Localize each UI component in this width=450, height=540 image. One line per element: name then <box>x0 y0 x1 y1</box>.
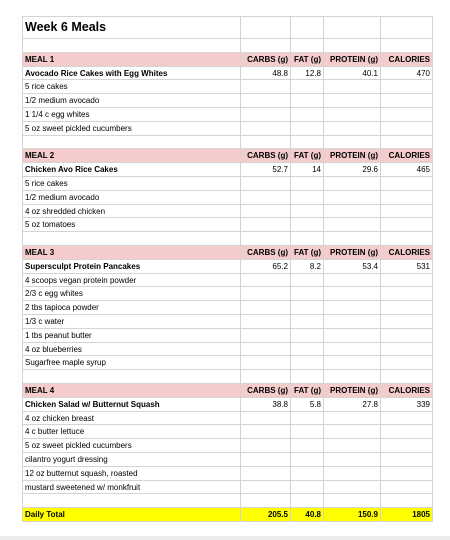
ingredient-name[interactable]: 1/3 c water <box>23 315 241 329</box>
ingredient-name[interactable]: 1/2 medium avocado <box>23 191 241 205</box>
meal-header-row <box>23 246 433 260</box>
ingredient-name[interactable]: 5 rice cakes <box>23 80 241 94</box>
empty-cell[interactable] <box>324 467 381 481</box>
empty-cell[interactable] <box>241 287 291 301</box>
empty-cell[interactable] <box>291 439 324 453</box>
empty-cell[interactable] <box>324 191 381 205</box>
ingredient-row <box>23 287 433 301</box>
empty-cell[interactable] <box>324 301 381 315</box>
empty-cell[interactable] <box>381 329 433 343</box>
empty-cell[interactable] <box>381 453 433 467</box>
meal-header-label[interactable]: MEAL 4 <box>23 384 241 398</box>
ingredient-row <box>23 122 433 136</box>
meal-header-row <box>23 384 433 398</box>
ingredient-name[interactable]: 5 oz tomatoes <box>23 218 241 232</box>
daily-total-label[interactable]: Daily Total <box>23 508 241 522</box>
empty-cell[interactable] <box>241 274 291 288</box>
empty-cell[interactable] <box>324 453 381 467</box>
empty-cell[interactable] <box>324 370 381 384</box>
empty-cell[interactable] <box>381 191 433 205</box>
meal-name[interactable]: Avocado Rice Cakes with Egg Whites <box>23 67 241 81</box>
empty-cell[interactable] <box>324 232 381 246</box>
sheet-title[interactable]: Week 6 Meals <box>23 17 241 39</box>
title-row <box>23 17 433 39</box>
calories-value[interactable]: 465 <box>381 163 433 177</box>
empty-cell[interactable] <box>241 453 291 467</box>
fat-value[interactable]: 12.8 <box>291 67 324 81</box>
ingredient-row <box>23 439 433 453</box>
empty-cell[interactable] <box>291 177 324 191</box>
empty-cell[interactable] <box>381 108 433 122</box>
carbs-value[interactable]: 52.7 <box>241 163 291 177</box>
empty-cell[interactable] <box>291 287 324 301</box>
column-header[interactable]: FAT (g) <box>291 246 324 260</box>
empty-cell[interactable] <box>291 80 324 94</box>
blank-row <box>23 39 433 53</box>
column-header[interactable]: CALORIES <box>381 246 433 260</box>
empty-cell[interactable] <box>291 343 324 357</box>
column-header[interactable]: FAT (g) <box>291 149 324 163</box>
carbs-value[interactable]: 48.8 <box>241 67 291 81</box>
meal-header-label[interactable]: MEAL 2 <box>23 149 241 163</box>
empty-cell[interactable] <box>241 329 291 343</box>
empty-cell[interactable] <box>241 218 291 232</box>
daily-total-row <box>23 508 433 522</box>
empty-cell[interactable] <box>241 425 291 439</box>
ingredient-name[interactable]: 5 oz sweet pickled cucumbers <box>23 439 241 453</box>
ingredient-name[interactable]: 4 c butter lettuce <box>23 425 241 439</box>
empty-cell[interactable] <box>381 274 433 288</box>
empty-cell[interactable] <box>381 39 433 53</box>
meal-header-label[interactable]: MEAL 3 <box>23 246 241 260</box>
empty-cell[interactable] <box>324 218 381 232</box>
empty-cell[interactable] <box>324 425 381 439</box>
ingredient-row <box>23 205 433 219</box>
blank-row <box>23 494 433 508</box>
meal-name-row <box>23 398 433 412</box>
column-header[interactable]: CALORIES <box>381 384 433 398</box>
empty-cell[interactable] <box>291 39 324 53</box>
empty-cell[interactable] <box>291 425 324 439</box>
empty-cell[interactable] <box>291 191 324 205</box>
empty-cell[interactable] <box>324 177 381 191</box>
meal-name[interactable]: Chicken Avo Rice Cakes <box>23 163 241 177</box>
empty-cell[interactable] <box>291 329 324 343</box>
empty-cell[interactable] <box>324 287 381 301</box>
bottom-scroll-area <box>0 536 450 540</box>
empty-cell[interactable] <box>241 481 291 495</box>
ingredient-row <box>23 481 433 495</box>
empty-cell[interactable] <box>381 412 433 426</box>
calories-value[interactable]: 470 <box>381 67 433 81</box>
empty-cell[interactable] <box>241 191 291 205</box>
empty-cell[interactable] <box>324 80 381 94</box>
ingredient-row <box>23 315 433 329</box>
carbs-value[interactable]: 38.8 <box>241 398 291 412</box>
meal-header-label[interactable]: MEAL 1 <box>23 53 241 67</box>
empty-cell[interactable] <box>291 301 324 315</box>
ingredient-name[interactable]: 12 oz butternut squash, roasted <box>23 467 241 481</box>
empty-cell[interactable] <box>291 315 324 329</box>
column-header[interactable]: PROTEIN (g) <box>324 53 381 67</box>
empty-cell[interactable] <box>381 356 433 370</box>
empty-cell[interactable] <box>324 412 381 426</box>
empty-cell[interactable] <box>291 108 324 122</box>
ingredient-row <box>23 94 433 108</box>
empty-cell[interactable] <box>381 301 433 315</box>
ingredient-row <box>23 453 433 467</box>
empty-cell[interactable] <box>381 494 433 508</box>
empty-cell[interactable] <box>291 94 324 108</box>
meal-header-row <box>23 53 433 67</box>
fat-value[interactable]: 14 <box>291 163 324 177</box>
ingredient-row <box>23 177 433 191</box>
empty-cell[interactable] <box>381 177 433 191</box>
column-header[interactable]: FAT (g) <box>291 53 324 67</box>
empty-cell[interactable] <box>381 218 433 232</box>
empty-cell[interactable] <box>291 17 324 39</box>
empty-cell[interactable] <box>241 205 291 219</box>
empty-cell[interactable] <box>291 412 324 426</box>
empty-cell[interactable] <box>324 39 381 53</box>
column-header[interactable]: PROTEIN (g) <box>324 149 381 163</box>
empty-cell[interactable] <box>324 315 381 329</box>
empty-cell[interactable] <box>324 136 381 150</box>
empty-cell[interactable] <box>324 122 381 136</box>
blank-row <box>23 232 433 246</box>
ingredient-row <box>23 191 433 205</box>
empty-cell[interactable] <box>381 439 433 453</box>
empty-cell[interactable] <box>291 494 324 508</box>
empty-cell[interactable] <box>291 232 324 246</box>
empty-cell[interactable] <box>381 80 433 94</box>
empty-cell[interactable] <box>324 439 381 453</box>
empty-cell[interactable] <box>241 370 291 384</box>
ingredient-row <box>23 425 433 439</box>
empty-cell[interactable] <box>381 425 433 439</box>
empty-cell[interactable] <box>381 370 433 384</box>
total-protein[interactable]: 150.9 <box>324 508 381 522</box>
empty-cell[interactable] <box>241 343 291 357</box>
ingredient-row <box>23 274 433 288</box>
column-header[interactable]: CARBS (g) <box>241 53 291 67</box>
empty-cell[interactable] <box>241 439 291 453</box>
empty-cell[interactable] <box>241 80 291 94</box>
empty-cell[interactable] <box>324 356 381 370</box>
ingredient-row <box>23 108 433 122</box>
empty-cell[interactable] <box>291 370 324 384</box>
empty-cell[interactable] <box>291 356 324 370</box>
empty-cell[interactable] <box>241 467 291 481</box>
empty-cell[interactable] <box>381 136 433 150</box>
empty-cell[interactable] <box>381 467 433 481</box>
ingredient-name[interactable]: 2 tbs tapioca powder <box>23 301 241 315</box>
column-header[interactable]: PROTEIN (g) <box>324 384 381 398</box>
ingredient-name[interactable]: Sugarfree maple syrup <box>23 356 241 370</box>
empty-cell[interactable] <box>23 370 241 384</box>
meal-name[interactable]: Chicken Salad w/ Butternut Squash <box>23 398 241 412</box>
empty-cell[interactable] <box>324 343 381 357</box>
ingredient-name[interactable]: 4 oz blueberries <box>23 343 241 357</box>
empty-cell[interactable] <box>241 494 291 508</box>
empty-cell[interactable] <box>381 232 433 246</box>
ingredient-name[interactable]: 1/2 medium avocado <box>23 94 241 108</box>
ingredient-name[interactable]: 1 1/4 c egg whites <box>23 108 241 122</box>
empty-cell[interactable] <box>381 122 433 136</box>
empty-cell[interactable] <box>324 108 381 122</box>
ingredient-name[interactable]: 4 oz shredded chicken <box>23 205 241 219</box>
column-header[interactable]: PROTEIN (g) <box>324 246 381 260</box>
ingredient-name[interactable]: 1 tbs peanut butter <box>23 329 241 343</box>
empty-cell[interactable] <box>23 136 241 150</box>
ingredient-row <box>23 329 433 343</box>
empty-cell[interactable] <box>241 94 291 108</box>
protein-value[interactable]: 27.8 <box>324 398 381 412</box>
ingredient-row <box>23 356 433 370</box>
empty-cell[interactable] <box>241 136 291 150</box>
empty-cell[interactable] <box>381 17 433 39</box>
empty-cell[interactable] <box>324 481 381 495</box>
empty-cell[interactable] <box>381 94 433 108</box>
total-calories[interactable]: 1805 <box>381 508 433 522</box>
empty-cell[interactable] <box>324 494 381 508</box>
empty-cell[interactable] <box>291 205 324 219</box>
ingredient-name[interactable]: cilantro yogurt dressing <box>23 453 241 467</box>
empty-cell[interactable] <box>241 39 291 53</box>
ingredient-row <box>23 467 433 481</box>
empty-cell[interactable] <box>324 329 381 343</box>
meal-header-row <box>23 149 433 163</box>
meal-spreadsheet <box>22 16 433 522</box>
ingredient-name[interactable]: 4 scoops vegan protein powder <box>23 274 241 288</box>
ingredient-row <box>23 218 433 232</box>
ingredient-row <box>23 343 433 357</box>
empty-cell[interactable] <box>291 467 324 481</box>
empty-cell[interactable] <box>23 39 241 53</box>
carbs-value[interactable]: 65.2 <box>241 260 291 274</box>
empty-cell[interactable] <box>23 232 241 246</box>
column-header[interactable]: CARBS (g) <box>241 384 291 398</box>
empty-cell[interactable] <box>241 301 291 315</box>
total-fat[interactable]: 40.8 <box>291 508 324 522</box>
empty-cell[interactable] <box>291 453 324 467</box>
empty-cell[interactable] <box>381 343 433 357</box>
meal-name-row <box>23 260 433 274</box>
blank-row <box>23 370 433 384</box>
protein-value[interactable]: 40.1 <box>324 67 381 81</box>
empty-cell[interactable] <box>324 94 381 108</box>
meal-name-row <box>23 67 433 81</box>
empty-cell[interactable] <box>241 315 291 329</box>
empty-cell[interactable] <box>241 122 291 136</box>
empty-cell[interactable] <box>241 108 291 122</box>
column-header[interactable]: CALORIES <box>381 53 433 67</box>
empty-cell[interactable] <box>324 274 381 288</box>
empty-cell[interactable] <box>381 315 433 329</box>
empty-cell[interactable] <box>241 17 291 39</box>
protein-value[interactable]: 29.6 <box>324 163 381 177</box>
empty-cell[interactable] <box>241 356 291 370</box>
empty-cell[interactable] <box>291 136 324 150</box>
empty-cell[interactable] <box>291 218 324 232</box>
ingredient-row <box>23 412 433 426</box>
column-header[interactable]: CARBS (g) <box>241 149 291 163</box>
empty-cell[interactable] <box>241 412 291 426</box>
empty-cell[interactable] <box>324 205 381 219</box>
protein-value[interactable]: 53.4 <box>324 260 381 274</box>
column-header[interactable]: CALORIES <box>381 149 433 163</box>
ingredient-row <box>23 301 433 315</box>
empty-cell[interactable] <box>291 274 324 288</box>
empty-cell[interactable] <box>381 481 433 495</box>
calories-value[interactable]: 339 <box>381 398 433 412</box>
fat-value[interactable]: 8.2 <box>291 260 324 274</box>
empty-cell[interactable] <box>381 205 433 219</box>
column-header[interactable]: FAT (g) <box>291 384 324 398</box>
ingredient-name[interactable]: 5 oz sweet pickled cucumbers <box>23 122 241 136</box>
blank-row <box>23 136 433 150</box>
total-carbs[interactable]: 205.5 <box>241 508 291 522</box>
empty-cell[interactable] <box>241 232 291 246</box>
ingredient-name[interactable]: mustard sweetened w/ monkfruit <box>23 481 241 495</box>
calories-value[interactable]: 531 <box>381 260 433 274</box>
meal-name-row <box>23 163 433 177</box>
empty-cell[interactable] <box>291 122 324 136</box>
empty-cell[interactable] <box>381 287 433 301</box>
fat-value[interactable]: 5.8 <box>291 398 324 412</box>
column-header[interactable]: CARBS (g) <box>241 246 291 260</box>
ingredient-row <box>23 80 433 94</box>
ingredient-name[interactable]: 5 rice cakes <box>23 177 241 191</box>
empty-cell[interactable] <box>291 481 324 495</box>
empty-cell[interactable] <box>324 17 381 39</box>
meal-name[interactable]: Supersculpt Protein Pancakes <box>23 260 241 274</box>
empty-cell[interactable] <box>241 177 291 191</box>
empty-cell[interactable] <box>23 494 241 508</box>
ingredient-name[interactable]: 4 oz chicken breast <box>23 412 241 426</box>
ingredient-name[interactable]: 2/3 c egg whites <box>23 287 241 301</box>
